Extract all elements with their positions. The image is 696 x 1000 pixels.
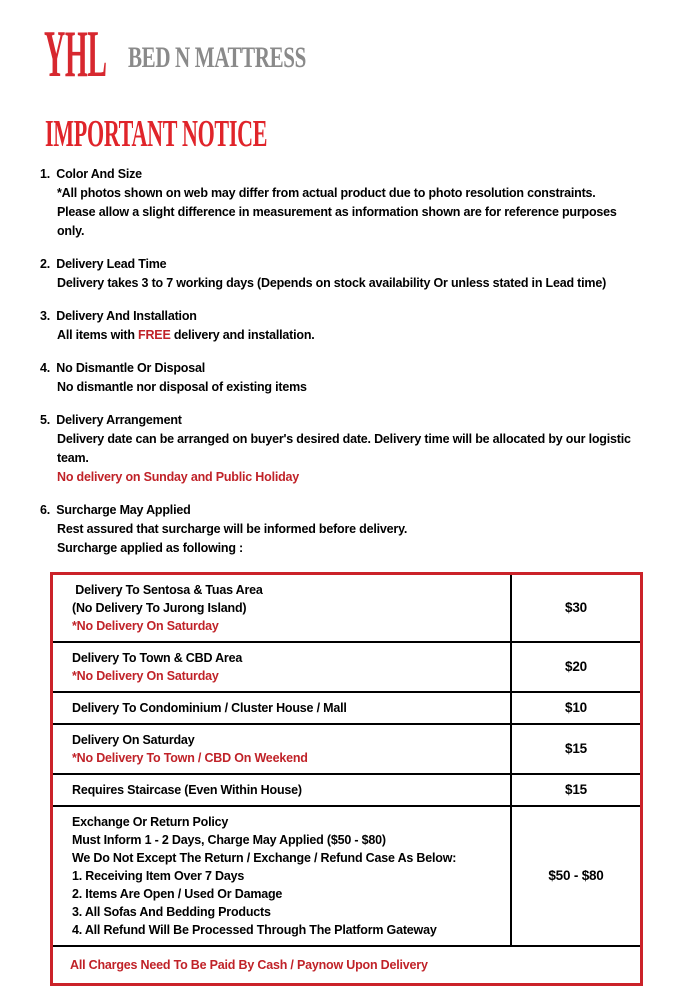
- surcharge-description: [53, 807, 512, 945]
- surcharge-description: [53, 643, 512, 691]
- table-line: [72, 749, 500, 767]
- logo-abbr-wrap: [44, 17, 110, 91]
- text-segment: Requires Staircase (Even Within House): [72, 783, 302, 797]
- item-heading: [40, 411, 656, 430]
- item-number: 5.: [40, 413, 51, 427]
- notice-item: [40, 501, 656, 558]
- table-line: [72, 599, 500, 617]
- text-segment: delivery and installation.: [170, 328, 315, 342]
- table-line: [72, 649, 500, 667]
- text-segment: Delivery date can be arranged on buyer's desired date. Delivery time will be allocated by our logistic: [57, 432, 631, 446]
- table-line: [72, 849, 500, 867]
- table-footer-text: All Charges Need To Be Paid By Cash / Paynow Upon Delivery: [70, 958, 428, 972]
- item-title: Color And Size: [56, 167, 142, 181]
- item-title: Delivery Arrangement: [56, 413, 182, 427]
- item-line: [40, 274, 656, 293]
- surcharge-row: [53, 643, 640, 693]
- item-heading: [40, 255, 656, 274]
- surcharge-row: [53, 725, 640, 775]
- item-heading: [40, 359, 656, 378]
- table-line: [72, 699, 500, 717]
- text-segment: 1. Receiving Item Over 7 Days: [72, 869, 245, 883]
- surcharge-row: [53, 775, 640, 807]
- item-title: Delivery Lead Time: [56, 257, 167, 271]
- notice-item: [40, 307, 656, 345]
- text-segment: *No Delivery On Saturday: [72, 669, 219, 683]
- item-line: [40, 326, 656, 345]
- notice-item: [40, 359, 656, 397]
- text-segment: Must Inform 1 - 2 Days, Charge May Applied ($50 - $80): [72, 833, 386, 847]
- item-line: [40, 520, 656, 539]
- text-segment: Delivery To Sentosa & Tuas Area: [72, 583, 263, 597]
- text-segment: team.: [57, 451, 89, 465]
- page-title: IMPORTANT NOTICE: [45, 113, 268, 155]
- surcharge-table: [50, 572, 643, 986]
- item-line: [40, 378, 656, 397]
- logo-company-name: BED N MATTRESS: [128, 41, 306, 74]
- notice-item: [40, 165, 656, 241]
- surcharge-price: $10: [565, 700, 587, 715]
- item-heading: [40, 165, 656, 184]
- text-segment: *No Delivery On Saturday: [72, 619, 219, 633]
- text-segment: (No Delivery To Jurong Island): [72, 601, 247, 615]
- surcharge-description: [53, 775, 512, 805]
- text-segment: 4. All Refund Will Be Processed Through The Platform Gateway: [72, 923, 437, 937]
- table-line: [72, 903, 500, 921]
- table-line: [72, 921, 500, 939]
- table-line: [72, 617, 500, 635]
- surcharge-price: $15: [565, 741, 587, 756]
- surcharge-price: $30: [565, 600, 587, 615]
- text-segment: Surcharge applied as following :: [57, 541, 243, 555]
- item-line: [40, 222, 656, 241]
- item-number: 4.: [40, 361, 51, 375]
- table-line: [72, 731, 500, 749]
- item-line: [40, 184, 656, 203]
- text-segment: Delivery takes 3 to 7 working days (Depends on stock availability Or unless stated in Lead time): [57, 276, 607, 290]
- table-line: [72, 885, 500, 903]
- text-segment: 3. All Sofas And Bedding Products: [72, 905, 271, 919]
- text-segment: 2. Items Are Open / Used Or Damage: [72, 887, 283, 901]
- surcharge-price: $20: [565, 659, 587, 674]
- item-title: Delivery And Installation: [56, 309, 197, 323]
- item-heading: [40, 501, 656, 520]
- table-line: [72, 581, 500, 599]
- surcharge-description: [53, 575, 512, 641]
- item-number: 3.: [40, 309, 51, 323]
- text-segment: No delivery on Sunday and Public Holiday: [57, 470, 300, 484]
- item-title: Surcharge May Applied: [56, 503, 191, 517]
- text-segment: All items with: [57, 328, 139, 342]
- item-number: 1.: [40, 167, 51, 181]
- surcharge-description: [53, 725, 512, 773]
- notice-item: [40, 411, 656, 487]
- text-segment: Delivery To Condominium / Cluster House / Mall: [72, 701, 347, 715]
- text-segment: Exchange Or Return Policy: [72, 815, 229, 829]
- text-segment: Please allow a slight difference in measurement as information shown are for reference purposes: [57, 205, 617, 219]
- logo-abbreviation: YHL: [44, 17, 107, 91]
- item-number: 6.: [40, 503, 51, 517]
- notice-item: [40, 255, 656, 293]
- surcharge-price: $50 - $80: [548, 868, 604, 883]
- item-line: [40, 449, 656, 468]
- text-segment: FREE: [138, 328, 171, 342]
- text-segment: We Do Not Except The Return / Exchange / Refund Case As Below:: [72, 851, 457, 865]
- notice-list: [40, 165, 656, 558]
- text-segment: *No Delivery To Town / CBD On Weekend: [72, 751, 308, 765]
- item-line: [40, 468, 656, 487]
- surcharge-row: [53, 807, 640, 947]
- table-line: [72, 781, 500, 799]
- table-line: [72, 831, 500, 849]
- item-line: [40, 203, 656, 222]
- text-segment: only.: [57, 224, 85, 238]
- logo-name-wrap: [128, 41, 312, 74]
- surcharge-row: [53, 575, 640, 643]
- item-line: [40, 430, 656, 449]
- table-line: [72, 813, 500, 831]
- surcharge-rows: [53, 575, 640, 947]
- surcharge-price: $15: [565, 782, 587, 797]
- item-heading: [40, 307, 656, 326]
- item-line: [40, 539, 656, 558]
- text-segment: *All photos shown on web may differ from actual product due to photo resolution constraints.: [57, 186, 596, 200]
- company-logo: [44, 17, 656, 91]
- text-segment: Delivery To Town & CBD Area: [72, 651, 243, 665]
- table-line: [72, 867, 500, 885]
- table-line: [72, 667, 500, 685]
- text-segment: Rest assured that surcharge will be informed before delivery.: [57, 522, 408, 536]
- text-segment: No dismantle nor disposal of existing items: [57, 380, 307, 394]
- surcharge-row: [53, 693, 640, 725]
- surcharge-description: [53, 693, 512, 723]
- item-number: 2.: [40, 257, 51, 271]
- item-title: No Dismantle Or Disposal: [56, 361, 205, 375]
- table-footer-row: [53, 947, 640, 983]
- text-segment: Delivery On Saturday: [72, 733, 195, 747]
